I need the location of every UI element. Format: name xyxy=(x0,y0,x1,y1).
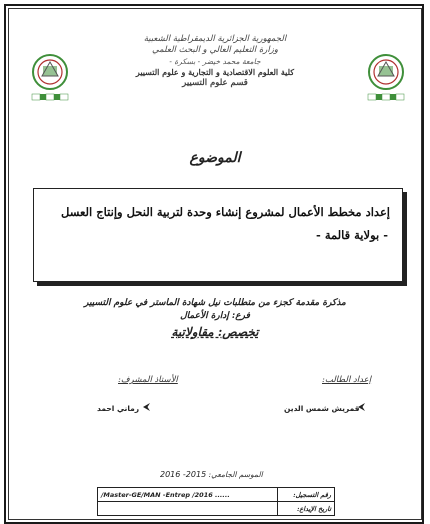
header-faculty: كلية العلوم الاقتصادية و التجارية و علوم التسيير xyxy=(135,67,295,77)
header-university: جامعة محمد خيضر - بسكرة - xyxy=(169,57,261,66)
memo-line1: مذكرة مقدمة كجزء من متطلبات نيل شهادة الماستر في علوم التسيير xyxy=(84,298,346,308)
thesis-title-line1: إعداد مخطط الأعمال لمشروع إنشاء وحدة لتربية النحل وإنتاج العسل xyxy=(61,205,390,219)
registration-number-value: /Master-GE/MAN -Entrep /2016 ...... xyxy=(98,488,278,502)
table-row xyxy=(98,488,335,502)
registration-number-label: رقم التسجيل: xyxy=(278,488,335,502)
student-name: قمريش شمس الدين xyxy=(284,404,360,413)
memo-branch: فرع: إدارة الأعمال xyxy=(180,311,250,321)
header-ministry: وزارة التعليم العالي و البحث العلمي xyxy=(152,45,278,55)
supervisor-name: رماني احمد xyxy=(97,404,140,413)
header-republic: الجمهورية الجزائرية الديمقراطية الشعبية xyxy=(143,34,287,44)
registration-table xyxy=(97,487,335,516)
university-logo-right-icon xyxy=(366,52,406,106)
arrow-bullet-icon xyxy=(143,403,150,411)
memo-description xyxy=(55,296,375,341)
institution-header xyxy=(95,34,335,89)
deposit-date-value xyxy=(98,502,278,516)
university-logo-left-icon xyxy=(30,52,70,106)
supervisor-label: الأستاذ المشرف: xyxy=(118,375,178,385)
academic-season xyxy=(160,470,263,479)
deposit-date-label: تاريخ الإيداع: xyxy=(278,502,335,516)
header-department: قسم علوم التسيير xyxy=(182,78,248,88)
table-row xyxy=(98,502,335,516)
season-label: الموسم الجامعي: xyxy=(208,470,263,479)
memo-specialty: تخصص: مقاولاتية xyxy=(171,325,259,339)
thesis-title-box xyxy=(33,188,403,282)
thesis-title-line2: - بولاية قالمة - xyxy=(316,228,388,242)
season-years: 2015- 2016 xyxy=(160,470,207,479)
subject-label: الموضوع xyxy=(189,150,241,166)
student-label: إعداد الطالب: xyxy=(322,375,372,385)
